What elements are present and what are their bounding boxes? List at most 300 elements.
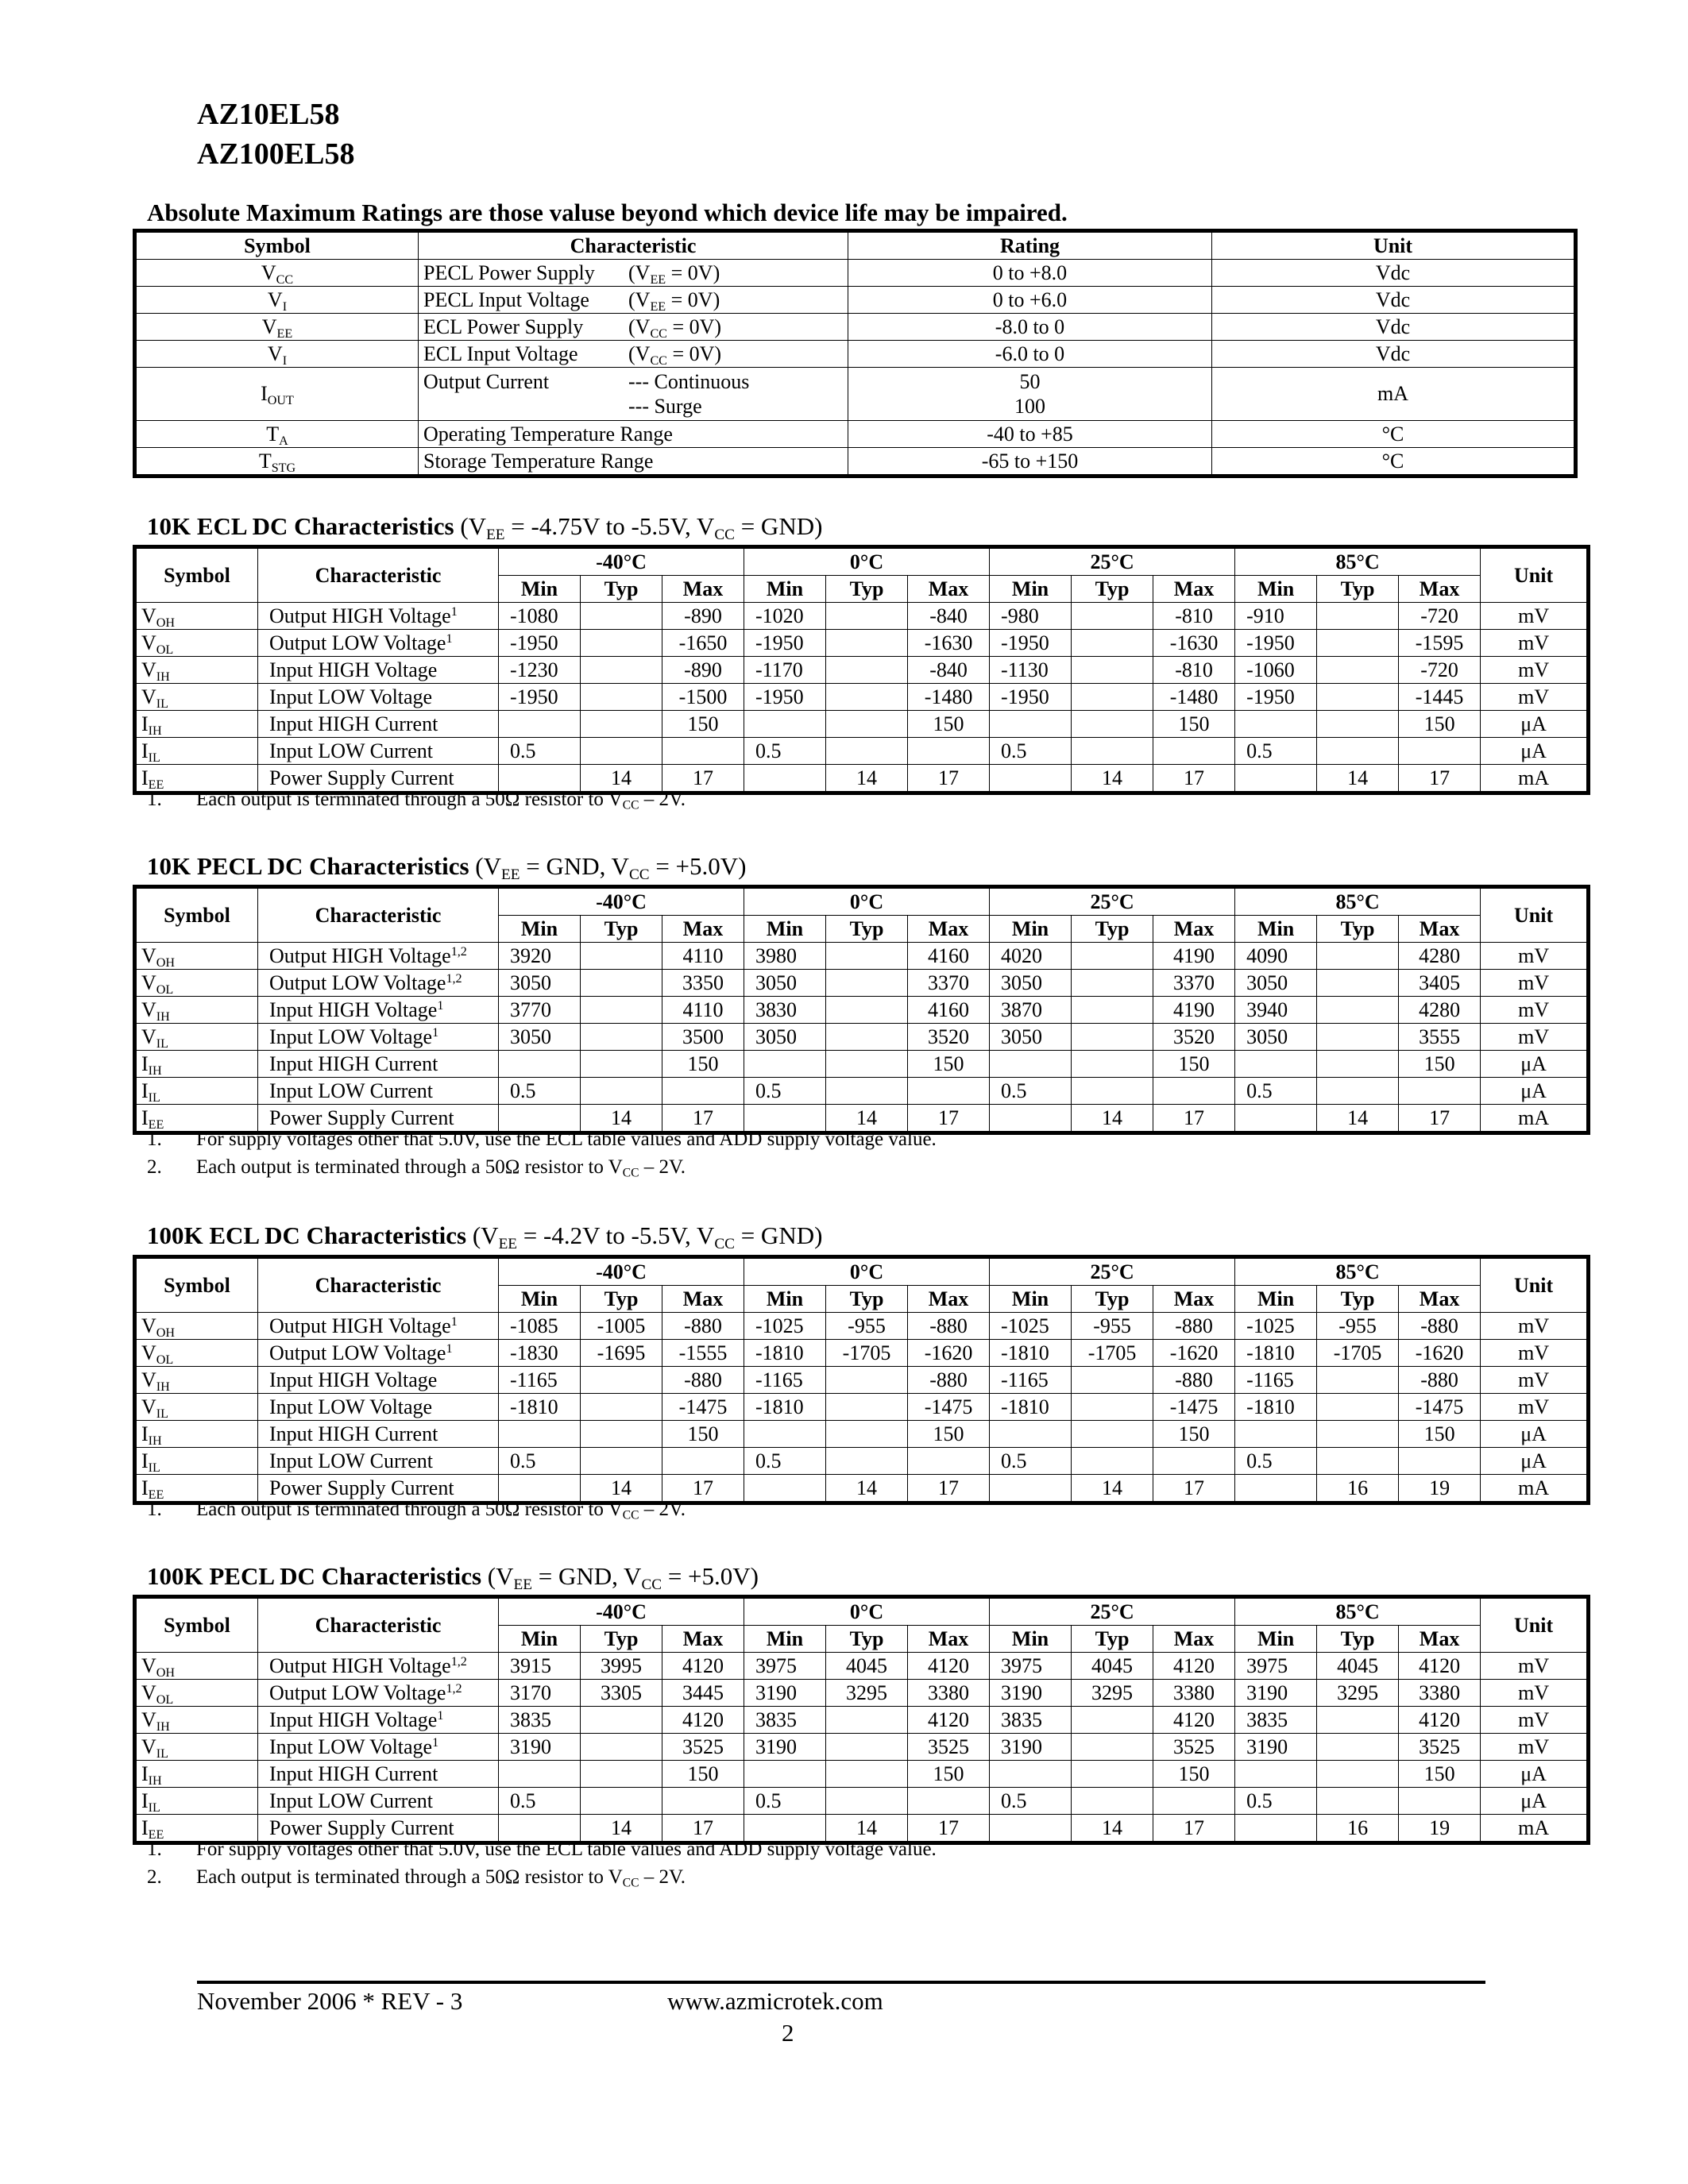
value-cell: 4120 — [1399, 1707, 1481, 1734]
col-header-min: Min — [1235, 1286, 1317, 1313]
symbol-cell — [135, 970, 258, 997]
value-cell — [1317, 1051, 1399, 1078]
value-cell: 3190 — [1235, 1680, 1317, 1707]
col-header-min: Min — [990, 1626, 1072, 1653]
value-cell — [1153, 738, 1235, 765]
condition-text: = GND) — [734, 1221, 823, 1249]
symbol-letter: T — [266, 422, 280, 446]
characteristic-cell — [419, 287, 848, 314]
col-header-temp: -40°C — [499, 887, 744, 916]
value-cell — [826, 1367, 908, 1394]
value-cell: 0.5 — [1235, 1448, 1317, 1475]
footnote-subscript: CC — [622, 1876, 639, 1890]
footnote-subscript: CC — [622, 1508, 639, 1522]
value-cell: 3380 — [1399, 1680, 1481, 1707]
symbol-letter: V — [141, 1653, 156, 1677]
value-cell: 0.5 — [990, 1788, 1072, 1815]
symbol-letter: V — [141, 1395, 156, 1418]
value-cell: 16 — [1317, 1815, 1399, 1843]
value-cell — [1317, 1788, 1399, 1815]
value-cell — [826, 657, 908, 684]
symbol-cell — [135, 1340, 258, 1367]
symbol-cell — [135, 711, 258, 738]
value-cell: 14 — [581, 1475, 662, 1503]
amr-title: Absolute Maximum Ratings are those valuse beyond which device life may be impaired. — [147, 199, 1068, 226]
col-header-max: Max — [662, 1286, 744, 1313]
col-header-max: Max — [1153, 916, 1235, 943]
condition-text: = +5.0V) — [649, 852, 747, 880]
characteristic-cell — [258, 1051, 499, 1078]
value-cell: -1950 — [990, 684, 1072, 711]
symbol-subscript: OH — [156, 1325, 176, 1340]
symbol-cell — [135, 997, 258, 1024]
value-cell: 17 — [1153, 1815, 1235, 1843]
value-cell — [1235, 1475, 1317, 1503]
value-cell: 3995 — [581, 1653, 662, 1680]
value-cell: 150 — [1153, 1761, 1235, 1788]
value-cell: 14 — [581, 1105, 662, 1133]
value-cell — [662, 1448, 744, 1475]
value-cell — [581, 1078, 662, 1105]
value-cell: -1630 — [908, 630, 990, 657]
value-cell — [581, 738, 662, 765]
value-cell: 150 — [662, 711, 744, 738]
value-cell — [1235, 1815, 1317, 1843]
col-header-symbol: Symbol — [135, 547, 258, 603]
condition-subscript: CC — [650, 353, 667, 368]
footnote-number: 1. — [147, 789, 162, 810]
unit-cell: mV — [1481, 943, 1589, 970]
col-header-characteristic: Characteristic — [258, 547, 499, 603]
value-cell — [826, 1421, 908, 1448]
footnote-number: 1. — [147, 1499, 162, 1520]
characteristic-cell — [258, 630, 499, 657]
characteristic-cell — [258, 1313, 499, 1340]
value-cell — [1317, 603, 1399, 630]
col-header-rating: Rating — [848, 231, 1212, 260]
footnote-ref: 1,2 — [450, 944, 467, 959]
value-cell: 14 — [826, 765, 908, 793]
value-cell — [1072, 1734, 1153, 1761]
characteristic-cell — [258, 1421, 499, 1448]
col-header-temp: 25°C — [990, 1257, 1235, 1286]
value-cell: 3190 — [1235, 1734, 1317, 1761]
symbol-subscript: CC — [276, 272, 294, 287]
symbol-letter: V — [267, 341, 283, 365]
characteristic-name: Output LOW Voltage — [269, 631, 446, 654]
value-cell: -1620 — [1153, 1340, 1235, 1367]
value-cell — [1317, 1078, 1399, 1105]
value-cell — [662, 738, 744, 765]
value-cell: 3295 — [1317, 1680, 1399, 1707]
value-cell: -1165 — [499, 1367, 581, 1394]
value-cell: 3770 — [499, 997, 581, 1024]
symbol-subscript: IH — [156, 1009, 170, 1024]
value-cell: 0.5 — [990, 1448, 1072, 1475]
condition-text: = 0V) — [666, 287, 720, 311]
value-cell: -1480 — [1153, 684, 1235, 711]
value-cell — [826, 943, 908, 970]
value-cell: 3190 — [499, 1734, 581, 1761]
unit-cell: μA — [1481, 1078, 1589, 1105]
value-cell: -1695 — [581, 1340, 662, 1367]
symbol-letter: V — [141, 1680, 156, 1704]
value-cell: 3525 — [662, 1734, 744, 1761]
value-cell: 150 — [908, 1051, 990, 1078]
characteristic-name: Input LOW Voltage — [269, 1395, 433, 1418]
col-header-min: Min — [499, 1626, 581, 1653]
col-header-min: Min — [1235, 916, 1317, 943]
value-cell: 3370 — [908, 970, 990, 997]
value-cell: -880 — [1153, 1313, 1235, 1340]
col-header-typ: Typ — [1317, 1286, 1399, 1313]
footnote — [147, 1866, 686, 1889]
value-cell — [1072, 1788, 1153, 1815]
col-header-typ: Typ — [826, 576, 908, 603]
value-cell — [744, 1421, 826, 1448]
col-header-typ: Typ — [1072, 1626, 1153, 1653]
unit-cell: μA — [1481, 1788, 1589, 1815]
unit-cell: mV — [1481, 1734, 1589, 1761]
value-cell: -1555 — [662, 1340, 744, 1367]
value-cell: 4045 — [826, 1653, 908, 1680]
value-cell — [1235, 1761, 1317, 1788]
value-cell: 3870 — [990, 997, 1072, 1024]
symbol-letter: I — [141, 1106, 149, 1129]
characteristic-cell — [258, 711, 499, 738]
characteristic-name: Output LOW Voltage — [269, 1341, 446, 1364]
value-cell: 3975 — [744, 1653, 826, 1680]
value-cell: 4190 — [1153, 943, 1235, 970]
value-cell — [581, 1448, 662, 1475]
value-cell — [1235, 765, 1317, 793]
value-cell: 3835 — [990, 1707, 1072, 1734]
value-cell: 14 — [581, 765, 662, 793]
col-header-temp: 25°C — [990, 547, 1235, 576]
value-cell: -1475 — [662, 1394, 744, 1421]
characteristic-name: Input HIGH Current — [269, 1051, 438, 1075]
condition-text: (V — [481, 1562, 514, 1590]
value-cell: -1025 — [1235, 1313, 1317, 1340]
table-row — [135, 1051, 1589, 1078]
value-cell — [1072, 630, 1153, 657]
characteristic-name: Input LOW Current — [269, 1449, 434, 1472]
footnote-ref: 1 — [446, 631, 453, 646]
value-cell — [1072, 1448, 1153, 1475]
t10k-ecl-title: 10K ECL DC Characteristics ($V_{EE} = -4.75V$ to -5.5V, $V_{CC} = GND$) — [147, 512, 823, 543]
condition-text: = 0V) — [666, 314, 722, 338]
condition-subscript: CC — [714, 526, 735, 543]
value-cell: -890 — [662, 657, 744, 684]
footnote-number: 2. — [147, 1156, 162, 1178]
value-cell — [908, 738, 990, 765]
rating-cell: -40 to +85 — [848, 421, 1212, 448]
value-cell: 4120 — [662, 1653, 744, 1680]
value-cell: -1950 — [499, 684, 581, 711]
col-header-typ: Typ — [826, 916, 908, 943]
table-row-iout — [135, 368, 1576, 421]
footnote-text: For supply voltages other that 5.0V, use the ECL table values and ADD supply voltage value. — [196, 1839, 937, 1860]
condition-subscript: CC — [714, 1235, 735, 1252]
value-cell — [1072, 1024, 1153, 1051]
value-cell: -1020 — [744, 603, 826, 630]
characteristic-cell — [258, 684, 499, 711]
value-cell: 3050 — [990, 1024, 1072, 1051]
table-row — [135, 657, 1589, 684]
symbol-cell — [135, 1653, 258, 1680]
characteristic-name: Output HIGH Voltage — [269, 943, 451, 967]
condition-text: = GND, V — [520, 852, 629, 880]
symbol-cell — [135, 287, 419, 314]
symbol-cell — [135, 630, 258, 657]
characteristic-cell: Storage Temperature Range — [419, 448, 848, 477]
characteristic-name: Input LOW Voltage — [269, 1734, 433, 1758]
value-cell — [1072, 1367, 1153, 1394]
value-cell: 3525 — [908, 1734, 990, 1761]
value-cell — [826, 1761, 908, 1788]
value-cell: 3050 — [1235, 970, 1317, 997]
value-cell — [581, 684, 662, 711]
value-cell: 3170 — [499, 1680, 581, 1707]
symbol-subscript: IH — [148, 1433, 162, 1448]
value-cell — [581, 630, 662, 657]
table-row — [135, 1680, 1589, 1707]
value-cell — [990, 1761, 1072, 1788]
value-cell: 150 — [908, 711, 990, 738]
characteristic-cell — [258, 1653, 499, 1680]
characteristic-cell — [258, 1788, 499, 1815]
symbol-subscript: IH — [148, 723, 162, 738]
rating-cell — [848, 368, 1212, 421]
value-cell — [826, 603, 908, 630]
symbol-subscript: IH — [156, 669, 170, 684]
unit-cell: Vdc — [1212, 341, 1576, 368]
symbol-cell — [135, 1788, 258, 1815]
value-cell: 4160 — [908, 943, 990, 970]
value-cell: 4120 — [908, 1707, 990, 1734]
value-cell: -880 — [908, 1313, 990, 1340]
footnote-text: – 2V. — [639, 1499, 686, 1520]
unit-cell: μA — [1481, 711, 1589, 738]
t100k-ecl-title: 100K ECL DC Characteristics ($V_{EE} = -4.2V$ to -5.5V, $V_{CC} = GND$) — [147, 1221, 823, 1252]
value-cell — [1072, 711, 1153, 738]
table-row — [135, 1707, 1589, 1734]
value-cell: 4160 — [908, 997, 990, 1024]
symbol-letter: V — [141, 997, 156, 1021]
value-cell: -810 — [1153, 603, 1235, 630]
value-cell: -880 — [908, 1367, 990, 1394]
value-cell: 3050 — [1235, 1024, 1317, 1051]
value-cell: 4110 — [662, 943, 744, 970]
characteristic-line — [423, 394, 843, 419]
value-cell: 0.5 — [744, 738, 826, 765]
value-cell: 3405 — [1399, 970, 1481, 997]
symbol-subscript: OH — [156, 615, 176, 630]
characteristic-cell — [258, 970, 499, 997]
footnote-ref: 1,2 — [446, 971, 462, 986]
characteristic-name: Power Supply Current — [269, 1476, 454, 1499]
value-cell — [1317, 684, 1399, 711]
col-header-max: Max — [1399, 916, 1481, 943]
value-cell: 150 — [908, 1421, 990, 1448]
value-cell — [581, 1421, 662, 1448]
characteristic-name: Input LOW Current — [269, 739, 434, 762]
col-header-min: Min — [499, 1286, 581, 1313]
part-number-1: AZ10EL58 — [197, 98, 340, 131]
unit-cell: mA — [1481, 1105, 1589, 1133]
value-cell: -890 — [662, 603, 744, 630]
symbol-letter: V — [141, 970, 156, 994]
symbol-letter: I — [141, 1078, 149, 1102]
value-cell: 4190 — [1153, 997, 1235, 1024]
value-cell — [1399, 738, 1481, 765]
value-cell — [990, 1815, 1072, 1843]
col-header-typ: Typ — [581, 1286, 662, 1313]
value-cell: 3050 — [990, 970, 1072, 997]
value-cell: 3295 — [826, 1680, 908, 1707]
value-cell — [908, 1448, 990, 1475]
footnote-number: 2. — [147, 1866, 162, 1888]
value-cell: 3445 — [662, 1680, 744, 1707]
col-header-temp: -40°C — [499, 547, 744, 576]
value-cell: -1810 — [499, 1394, 581, 1421]
unit-cell: mV — [1481, 630, 1589, 657]
footnote-ref: 1,2 — [450, 1654, 467, 1669]
footnote-subscript: CC — [622, 798, 639, 812]
value-cell: 14 — [1072, 1105, 1153, 1133]
value-cell — [1235, 1105, 1317, 1133]
value-cell: 150 — [1153, 1421, 1235, 1448]
value-cell: -840 — [908, 603, 990, 630]
value-cell: 3915 — [499, 1653, 581, 1680]
col-header-characteristic: Characteristic — [419, 231, 848, 260]
symbol-subscript: IH — [148, 1063, 162, 1078]
characteristic-name: Output HIGH Voltage — [269, 604, 451, 627]
characteristic-name: ECL Power Supply — [423, 314, 584, 338]
col-header-symbol: Symbol — [135, 887, 258, 943]
col-header-typ: Typ — [1072, 576, 1153, 603]
value-cell — [1072, 1051, 1153, 1078]
value-cell: 3555 — [1399, 1024, 1481, 1051]
characteristic-cell — [258, 997, 499, 1024]
table-row — [135, 1761, 1589, 1788]
table-row — [135, 1340, 1589, 1367]
value-cell — [581, 943, 662, 970]
value-cell — [1072, 738, 1153, 765]
value-cell — [581, 970, 662, 997]
symbol-letter: V — [261, 260, 276, 284]
value-cell: 4120 — [662, 1707, 744, 1734]
symbol-cell — [135, 1421, 258, 1448]
value-cell — [581, 1367, 662, 1394]
value-cell: 3830 — [744, 997, 826, 1024]
value-cell: 17 — [908, 1475, 990, 1503]
symbol-letter: T — [258, 449, 272, 473]
condition-text: (V — [628, 341, 651, 365]
footnote-ref: 1 — [432, 1025, 439, 1040]
condition-subscript: CC — [650, 326, 667, 341]
characteristic-cell — [258, 603, 499, 630]
characteristic-name: Input LOW Voltage — [269, 685, 433, 708]
table-row — [135, 1394, 1589, 1421]
symbol-cell — [135, 1078, 258, 1105]
symbol-letter: V — [141, 604, 156, 627]
characteristic-name: Output Current — [423, 370, 550, 393]
value-cell: -1950 — [499, 630, 581, 657]
value-cell: -1025 — [990, 1313, 1072, 1340]
col-header-temp: 85°C — [1235, 887, 1481, 916]
characteristic-name: Output LOW Voltage — [269, 1680, 446, 1704]
value-cell — [826, 1788, 908, 1815]
table-row — [135, 1788, 1589, 1815]
value-cell: 3305 — [581, 1680, 662, 1707]
value-cell: 4045 — [1317, 1653, 1399, 1680]
value-cell — [826, 1024, 908, 1051]
value-cell: 17 — [1153, 1105, 1235, 1133]
symbol-subscript: IH — [148, 1773, 162, 1788]
characteristic-name: Input HIGH Voltage — [269, 658, 438, 681]
value-cell — [990, 1051, 1072, 1078]
unit-cell: μA — [1481, 1448, 1589, 1475]
value-cell: -1005 — [581, 1313, 662, 1340]
symbol-cell — [135, 657, 258, 684]
value-cell: 3980 — [744, 943, 826, 970]
footnote — [147, 1129, 937, 1151]
col-header-symbol: Symbol — [135, 1257, 258, 1313]
condition-subscript: EE — [513, 1576, 532, 1593]
col-header-min: Min — [990, 576, 1072, 603]
value-cell: 0.5 — [499, 1078, 581, 1105]
col-header-typ: Typ — [581, 1626, 662, 1653]
value-cell: 4280 — [1399, 997, 1481, 1024]
value-cell: -1705 — [1317, 1340, 1399, 1367]
value-cell — [1072, 603, 1153, 630]
characteristic-name: Input HIGH Voltage — [269, 997, 438, 1021]
footnote-text: For supply voltages other that 5.0V, use the ECL table values and ADD supply voltage value. — [196, 1129, 937, 1150]
value-cell — [499, 1051, 581, 1078]
value-cell — [581, 997, 662, 1024]
value-cell — [744, 711, 826, 738]
footnote-number: 1. — [147, 1129, 162, 1150]
value-cell — [826, 630, 908, 657]
value-cell — [826, 997, 908, 1024]
value-cell: 3050 — [499, 970, 581, 997]
unit-cell: mV — [1481, 1367, 1589, 1394]
value-cell — [1317, 1707, 1399, 1734]
unit-cell: mA — [1212, 368, 1576, 421]
value-cell — [1317, 1761, 1399, 1788]
value-cell: -1630 — [1153, 630, 1235, 657]
col-header-unit: Unit — [1481, 1257, 1589, 1313]
table-row — [135, 711, 1589, 738]
col-header-min: Min — [744, 1626, 826, 1653]
value-cell: 4120 — [1153, 1653, 1235, 1680]
value-cell: 150 — [1153, 711, 1235, 738]
symbol-cell — [135, 943, 258, 970]
condition-text: = +5.0V) — [662, 1562, 759, 1590]
value-cell: 17 — [662, 1815, 744, 1843]
value-cell: -1810 — [744, 1394, 826, 1421]
table-row — [135, 287, 1576, 314]
col-header-temp: 0°C — [744, 887, 990, 916]
value-cell: 3520 — [1153, 1024, 1235, 1051]
table-row — [135, 1313, 1589, 1340]
value-cell: -810 — [1153, 657, 1235, 684]
table-row — [135, 943, 1589, 970]
absolute-max-ratings-table — [133, 229, 1578, 478]
characteristic-cell — [258, 1761, 499, 1788]
symbol-subscript: IL — [148, 751, 160, 765]
